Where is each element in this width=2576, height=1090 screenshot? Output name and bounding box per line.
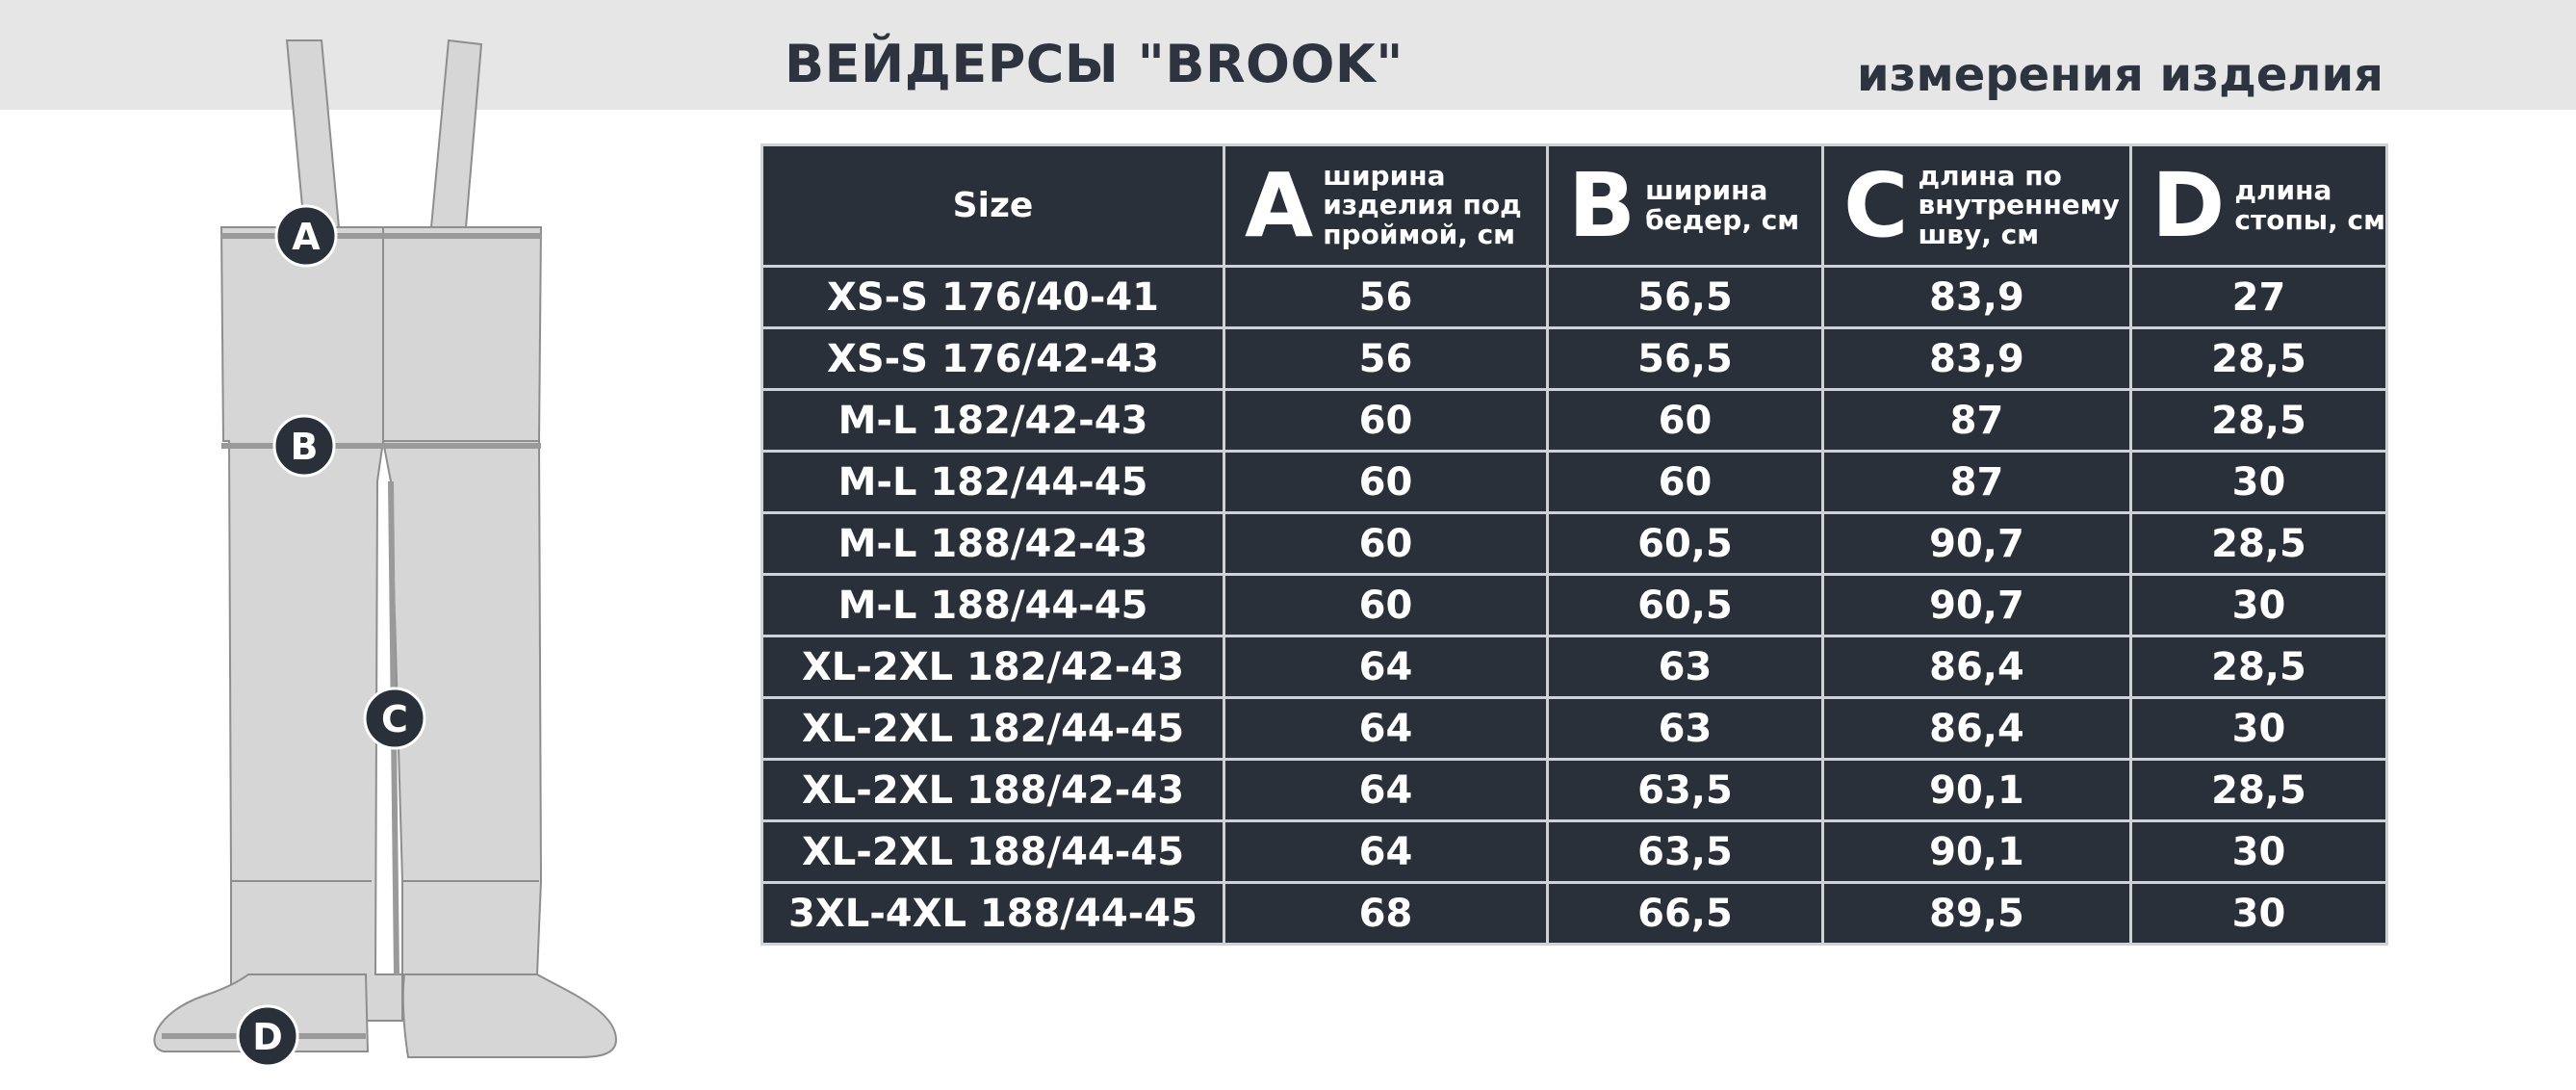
table-row [762, 390, 2387, 452]
cell-c: 90,7 [1823, 575, 2131, 636]
column-label-b: ширина бедер, см [1645, 174, 1800, 236]
cell-c: 90,1 [1823, 821, 2131, 883]
cell-c: 87 [1823, 452, 2131, 513]
column-label-c: длина по внутреннему шву, см [1918, 160, 2120, 250]
cell-d: 27 [2131, 267, 2387, 328]
cell-d: 30 [2131, 883, 2387, 945]
column-letter-d: D [2151, 153, 2226, 257]
svg-text:D: D [252, 1016, 283, 1058]
column-label-a: ширина изделия под проймой, см [1323, 160, 1522, 250]
cell-c: 87 [1823, 390, 2131, 452]
cell-a: 60 [1224, 390, 1548, 452]
cell-size: 3XL-4XL 188/44-45 [762, 883, 1224, 945]
svg-text:A: A [292, 216, 321, 258]
cell-a: 64 [1224, 698, 1548, 760]
marker-a [276, 206, 336, 266]
cell-c: 83,9 [1823, 328, 2131, 390]
column-header-b [1548, 145, 1823, 267]
svg-text:C: C [381, 698, 408, 740]
cell-b: 56,5 [1548, 328, 1823, 390]
cell-c: 86,4 [1823, 698, 2131, 760]
cell-b: 63 [1548, 698, 1823, 760]
cell-a: 64 [1224, 760, 1548, 821]
cell-b: 63,5 [1548, 821, 1823, 883]
table-row [762, 760, 2387, 821]
cell-size: XL-2XL 188/44-45 [762, 821, 1224, 883]
table-row [762, 821, 2387, 883]
table-row [762, 328, 2387, 390]
cell-b: 60,5 [1548, 513, 1823, 575]
marker-b [274, 416, 334, 476]
right-boot [403, 974, 616, 1057]
cell-b: 60 [1548, 452, 1823, 513]
cell-c: 86,4 [1823, 636, 2131, 698]
table-row [762, 698, 2387, 760]
svg-text:B: B [290, 426, 319, 468]
column-letter-a: A [1245, 153, 1314, 257]
cell-d: 28,5 [2131, 328, 2387, 390]
table-row [762, 575, 2387, 636]
cell-a: 64 [1224, 821, 1548, 883]
cell-size: XL-2XL 182/42-43 [762, 636, 1224, 698]
cell-d: 30 [2131, 452, 2387, 513]
cell-d: 30 [2131, 821, 2387, 883]
left-strap [287, 40, 339, 227]
cell-size: M-L 188/42-43 [762, 513, 1224, 575]
cell-d: 30 [2131, 698, 2387, 760]
cell-size: M-L 182/42-43 [762, 390, 1224, 452]
cell-d: 28,5 [2131, 760, 2387, 821]
cell-a: 60 [1224, 575, 1548, 636]
column-header-a [1224, 145, 1548, 267]
cell-size: M-L 182/44-45 [762, 452, 1224, 513]
cell-size: XS-S 176/40-41 [762, 267, 1224, 328]
cell-a: 68 [1224, 883, 1548, 945]
cell-size: XS-S 176/42-43 [762, 328, 1224, 390]
table-row [762, 513, 2387, 575]
cell-c: 83,9 [1823, 267, 2131, 328]
cell-b: 66,5 [1548, 883, 1823, 945]
cell-d: 28,5 [2131, 636, 2387, 698]
cell-b: 56,5 [1548, 267, 1823, 328]
size-table [760, 143, 2388, 946]
column-letter-c: C [1843, 153, 1909, 257]
marker-c [365, 688, 425, 748]
page-title: ВЕЙДЕРСЫ "BROOK" [785, 34, 1404, 94]
cell-a: 64 [1224, 636, 1548, 698]
cell-c: 90,7 [1823, 513, 2131, 575]
cell-a: 56 [1224, 267, 1548, 328]
table-row [762, 452, 2387, 513]
cell-d: 28,5 [2131, 390, 2387, 452]
cell-c: 90,1 [1823, 760, 2131, 821]
column-header-d [2131, 145, 2387, 267]
cell-b: 60,5 [1548, 575, 1823, 636]
marker-d [238, 1006, 297, 1066]
table-row [762, 883, 2387, 945]
cell-b: 63 [1548, 636, 1823, 698]
cell-size: XL-2XL 182/44-45 [762, 698, 1224, 760]
cell-b: 60 [1548, 390, 1823, 452]
waders-diagram [0, 0, 751, 1090]
right-strap [431, 40, 481, 227]
cell-size: XL-2XL 188/42-43 [762, 760, 1224, 821]
table-row [762, 636, 2387, 698]
page-subtitle: измерения изделия [1856, 48, 2383, 102]
cell-c: 89,5 [1823, 883, 2131, 945]
column-header-c [1823, 145, 2131, 267]
cell-a: 56 [1224, 328, 1548, 390]
table-row [762, 267, 2387, 328]
cell-d: 30 [2131, 575, 2387, 636]
cell-size: M-L 188/44-45 [762, 575, 1224, 636]
column-header-size: Size [762, 145, 1224, 267]
cell-a: 60 [1224, 452, 1548, 513]
column-label-d: длина стопы, см [2234, 174, 2385, 236]
cell-d: 28,5 [2131, 513, 2387, 575]
cell-b: 63,5 [1548, 760, 1823, 821]
column-letter-b: B [1568, 153, 1636, 257]
cell-a: 60 [1224, 513, 1548, 575]
table-header-row [762, 145, 2387, 267]
